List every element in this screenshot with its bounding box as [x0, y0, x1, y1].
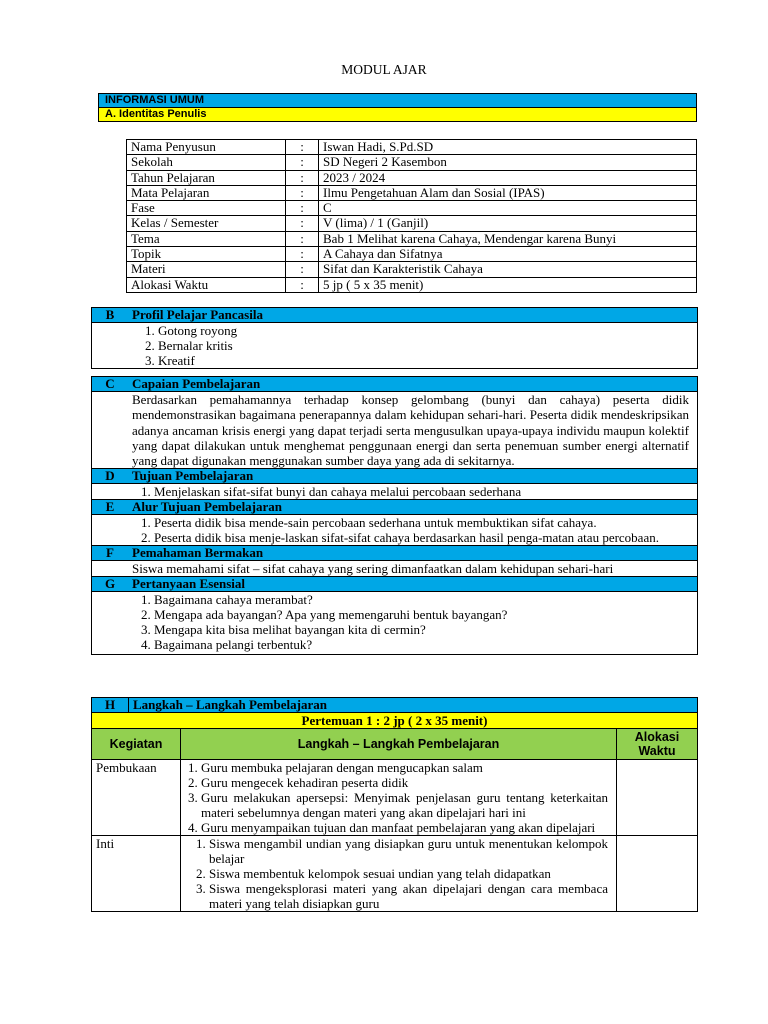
- identitas-separator: :: [286, 185, 319, 200]
- pembukaan-item: 4. Guru menyampaikan tujuan dan manfaat pembelajaran yang akan dipelajari: [201, 820, 608, 835]
- identitas-label: Tema: [127, 231, 286, 246]
- inti-item: 2. Siswa membentuk kelompok sesuai undian yang telah didapatkan: [209, 866, 608, 881]
- identitas-label: Sekolah: [127, 155, 286, 170]
- pertemuan-label: Pertemuan 1 : 2 jp ( 2 x 35 menit): [92, 713, 698, 729]
- capaian-text: Berdasarkan pemahamannya terhadap konsep gelombang (bunyi dan cahaya) peserta didik mendemonstrasikan bagaimana penerapannya dalam kehidupan sehari-hari. Peserta didik mendeskripsikan adanya ancaman krisis energi yang dapat terjadi serta mengusulkan upaya-upaya individu maupun kolektif yang dapat dilakukan untuk menghemat penggunaan energi dan serta penemuan sumber energi alternatif yang dapat digunakan menggunakan sumber daya yang ada di sekitarnya.: [92, 392, 698, 469]
- profil-list: [136, 323, 693, 368]
- identitas-row: [127, 262, 697, 277]
- pertanyaan-item: 1. Bagaimana cahaya merambat?: [154, 592, 693, 607]
- tujuan-letter: D: [92, 469, 129, 484]
- profil-item: 2. Bernalar kritis: [158, 338, 693, 353]
- alur-list: [132, 515, 689, 545]
- pertanyaan-list: [132, 592, 693, 652]
- alur-letter: E: [92, 500, 129, 515]
- identitas-table: [126, 139, 697, 293]
- tujuan-item: 1. Menjelaskan sifat-sifat bunyi dan cahaya melalui percobaan sederhana: [154, 484, 693, 499]
- document-title: MODUL AJAR: [341, 62, 427, 77]
- identitas-row: [127, 185, 697, 200]
- alur-title: Alur Tujuan Pembelajaran: [128, 500, 698, 515]
- identitas-label: Mata Pelajaran: [127, 185, 286, 200]
- identitas-row: [127, 247, 697, 262]
- pembukaan-list: [185, 760, 608, 835]
- identitas-separator: :: [286, 262, 319, 277]
- pembukaan-label: Pembukaan: [92, 760, 181, 836]
- inti-alokasi: [617, 836, 698, 912]
- profil-title: Profil Pelajar Pancasila: [128, 308, 698, 323]
- identitas-row: [127, 231, 697, 246]
- identitas-value: A Cahaya dan Sifatnya: [319, 247, 697, 262]
- col-kegiatan: Kegiatan: [92, 729, 181, 760]
- inti-list: [185, 836, 608, 911]
- langkah-title: Langkah – Langkah Pembelajaran: [129, 698, 698, 713]
- alur-item: 1. Peserta didik bisa mende-sain percobaan sederhana untuk membuktikan sifat cahaya.: [154, 515, 689, 530]
- col-langkah: Langkah – Langkah Pembelajaran: [181, 729, 617, 760]
- identitas-separator: :: [286, 201, 319, 216]
- identitas-row: [127, 216, 697, 231]
- identitas-row: [127, 155, 697, 170]
- identitas-label: Nama Penyusun: [127, 140, 286, 155]
- inti-label: Inti: [92, 836, 181, 912]
- identitas-separator: :: [286, 247, 319, 262]
- alur-item: 2. Peserta didik bisa menje-laskan sifat-sifat cahaya berdasarkan hasil penga-matan atau percobaan.: [154, 530, 689, 545]
- capaian-title: Capaian Pembelajaran: [128, 377, 698, 392]
- tujuan-title: Tujuan Pembelajaran: [128, 469, 698, 484]
- profil-section: [91, 307, 698, 369]
- identitas-row: [127, 170, 697, 185]
- identitas-separator: :: [286, 170, 319, 185]
- inti-item: 3. Siswa mengeksplorasi materi yang akan dipelajari dengan cara membaca materi yang telah disiapkan guru: [209, 881, 608, 911]
- identitas-label: Tahun Pelajaran: [127, 170, 286, 185]
- identitas-label: Materi: [127, 262, 286, 277]
- pembukaan-item: 3. Guru melakukan apersepsi: Menyimak penjelasan guru tentang keterkaitan materi sebelumnya dengan materi yang akan dipelajari hari ini: [201, 790, 608, 820]
- langkah-table: [91, 728, 698, 912]
- identitas-label: Kelas / Semester: [127, 216, 286, 231]
- inti-item: 1. Siswa mengambil undian yang disiapkan guru untuk menentukan kelompok belajar: [209, 836, 608, 866]
- identitas-value: C: [319, 201, 697, 216]
- identitas-label: Fase: [127, 201, 286, 216]
- identitas-value: Sifat dan Karakteristik Cahaya: [319, 262, 697, 277]
- capaian-letter: C: [92, 377, 129, 392]
- identitas-value: SD Negeri 2 Kasembon: [319, 155, 697, 170]
- identitas-penulis-title: A. Identitas Penulis: [99, 108, 697, 122]
- pertanyaan-letter: G: [92, 577, 129, 592]
- informasi-umum-title: INFORMASI UMUM: [99, 94, 697, 108]
- langkah-letter: H: [92, 698, 129, 713]
- profil-item: 3. Kreatif: [158, 353, 693, 368]
- identitas-value: V (lima) / 1 (Ganjil): [319, 216, 697, 231]
- col-alokasi: Alokasi Waktu: [617, 729, 698, 760]
- pertanyaan-item: 3. Mengapa kita bisa melihat bayangan kita di cermin?: [154, 622, 693, 637]
- identitas-value: 5 jp ( 5 x 35 menit): [319, 277, 697, 292]
- pembukaan-item: 1. Guru membuka pelajaran dengan mengucapkan salam: [201, 760, 608, 775]
- capaian-section: [91, 376, 698, 655]
- pertanyaan-item: 2. Mengapa ada bayangan? Apa yang memengaruhi bentuk bayangan?: [154, 607, 693, 622]
- identitas-value: 2023 / 2024: [319, 170, 697, 185]
- pertanyaan-item: 4. Bagaimana pelangi terbentuk?: [154, 637, 693, 652]
- identitas-separator: :: [286, 216, 319, 231]
- profil-letter: B: [92, 308, 129, 323]
- identitas-value: Iswan Hadi, S.Pd.SD: [319, 140, 697, 155]
- identitas-separator: :: [286, 140, 319, 155]
- pemahaman-title: Pemahaman Bermakan: [128, 546, 698, 561]
- profil-item: 1. Gotong royong: [158, 323, 693, 338]
- pembukaan-item: 2. Guru mengecek kehadiran peserta didik: [201, 775, 608, 790]
- identitas-row: [127, 277, 697, 292]
- identitas-separator: :: [286, 231, 319, 246]
- identitas-row: [127, 201, 697, 216]
- identitas-separator: :: [286, 155, 319, 170]
- identitas-value: Bab 1 Melihat karena Cahaya, Mendengar karena Bunyi: [319, 231, 697, 246]
- identitas-value: Ilmu Pengetahuan Alam dan Sosial (IPAS): [319, 185, 697, 200]
- pembukaan-alokasi: [617, 760, 698, 836]
- langkah-section: [91, 697, 698, 729]
- informasi-umum-header: [98, 93, 697, 122]
- identitas-row: [127, 140, 697, 155]
- identitas-separator: :: [286, 277, 319, 292]
- pemahaman-text: Siswa memahami sifat – sifat cahaya yang sering dimanfaatkan dalam kehidupan sehari-hari: [92, 561, 698, 577]
- pemahaman-letter: F: [92, 546, 129, 561]
- pertanyaan-title: Pertanyaan Esensial: [128, 577, 698, 592]
- tujuan-list: [132, 484, 693, 499]
- identitas-label: Alokasi Waktu: [127, 277, 286, 292]
- identitas-label: Topik: [127, 247, 286, 262]
